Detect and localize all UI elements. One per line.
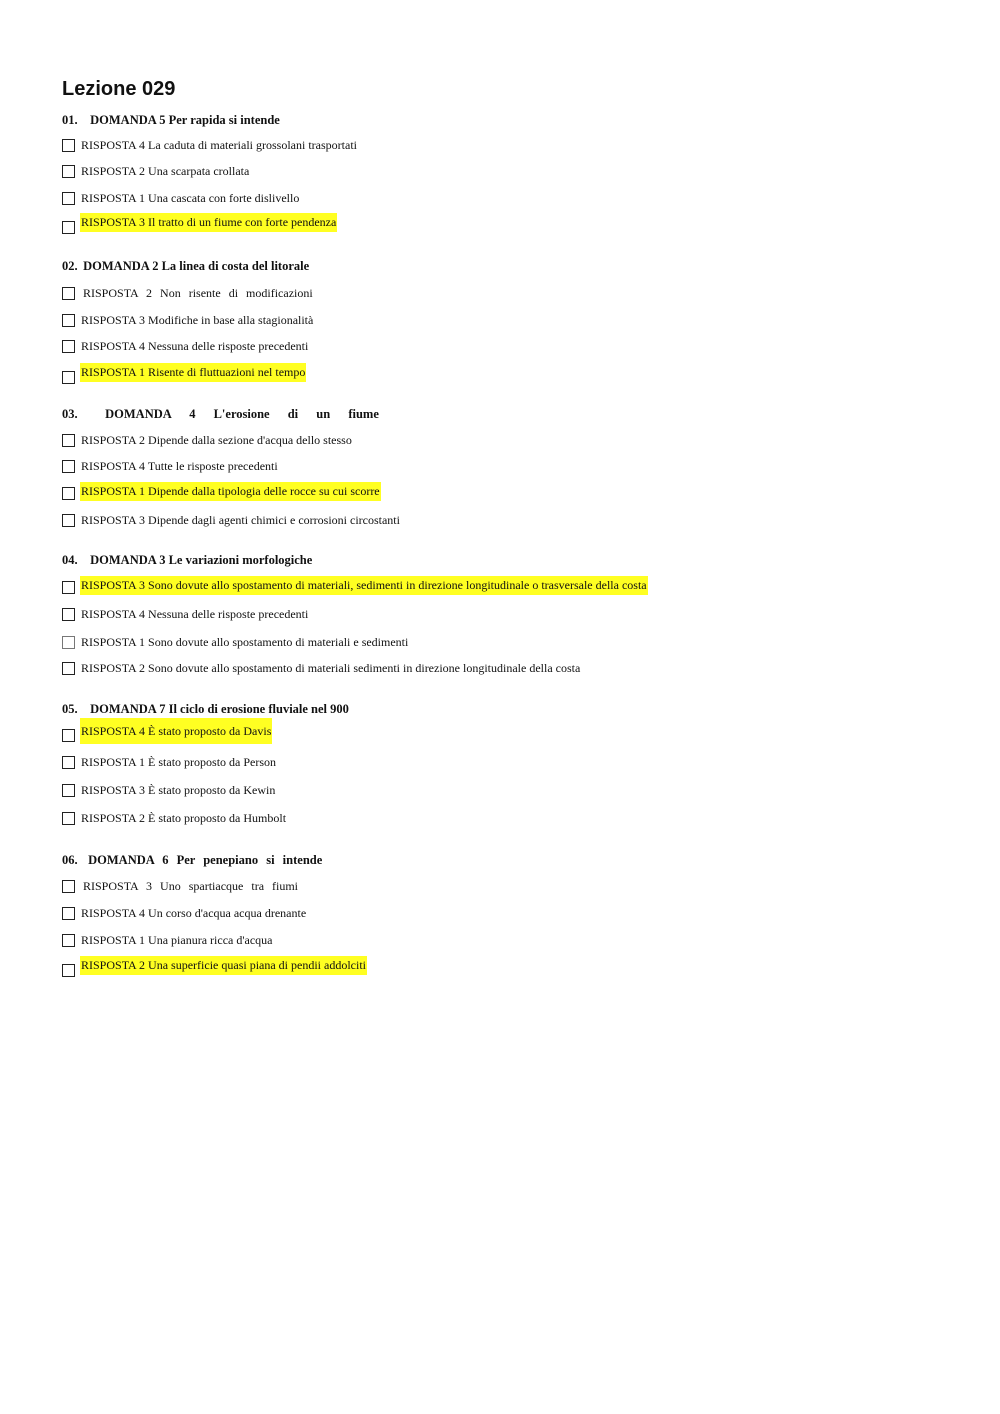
answer-label-highlighted: RISPOSTA 1 Risente di fluttuazioni nel tempo <box>80 363 306 382</box>
answer-label: RISPOSTA 1 Sono dovute allo spostamento di materiali e sedimenti <box>81 635 409 649</box>
question-text: DOMANDA 4 L'erosione di un fiume <box>105 407 379 421</box>
question-heading <box>62 258 309 274</box>
question-heading <box>62 552 312 568</box>
answer-label: RISPOSTA 3 Uno spartiacque tra fiumi <box>83 879 299 893</box>
answer-checkbox[interactable] <box>62 636 75 649</box>
answer-checkbox[interactable] <box>62 784 75 797</box>
answer-label: RISPOSTA 3 Modifiche in base alla stagionalità <box>81 313 314 327</box>
answer-label-highlighted: RISPOSTA 2 Una superficie quasi piana di pendii addolciti <box>80 956 367 975</box>
answer-label: RISPOSTA 1 Una cascata con forte dislivello <box>81 191 300 205</box>
answer-checkbox[interactable] <box>62 487 75 500</box>
answer-label: RISPOSTA 1 Una pianura ricca d'acqua <box>81 933 273 947</box>
answer-checkbox[interactable] <box>62 192 75 205</box>
answer-checkbox[interactable] <box>62 880 75 893</box>
question-text: DOMANDA 7 Il ciclo di erosione fluviale nel 900 <box>90 702 349 716</box>
answer-checkbox[interactable] <box>62 139 75 152</box>
answer-label: RISPOSTA 4 Nessuna delle risposte precedenti <box>81 339 309 353</box>
answer-checkbox[interactable] <box>62 756 75 769</box>
page-title: Lezione 029 <box>62 78 176 100</box>
answer-checkbox[interactable] <box>62 729 75 742</box>
question-number: 02. <box>62 259 78 273</box>
answer-label: RISPOSTA 1 È stato proposto da Person <box>81 755 277 769</box>
answer-checkbox[interactable] <box>62 934 75 947</box>
answer-label: RISPOSTA 2 È stato proposto da Humbolt <box>81 811 287 825</box>
answer-checkbox[interactable] <box>62 907 75 920</box>
answer-checkbox[interactable] <box>62 371 75 384</box>
answer-label: RISPOSTA 3 È stato proposto da Kewin <box>81 783 276 797</box>
question-heading <box>62 701 349 717</box>
answer-checkbox[interactable] <box>62 662 75 675</box>
answer-checkbox[interactable] <box>62 514 75 527</box>
answer-label-highlighted: RISPOSTA 3 Sono dovute allo spostamento di materiali, sedimenti in direzione longitudinale o trasversale della costa <box>80 576 648 595</box>
question-text: DOMANDA 2 La linea di costa del litorale <box>83 259 310 273</box>
question-number: 06. <box>62 853 78 867</box>
question-number: 01. <box>62 113 78 127</box>
answer-checkbox[interactable] <box>62 340 75 353</box>
question-heading <box>62 112 280 128</box>
answer-label: RISPOSTA 2 Dipende dalla sezione d'acqua dello stesso <box>81 433 352 447</box>
answer-label-highlighted: RISPOSTA 1 Dipende dalla tipologia delle rocce su cui scorre <box>80 482 381 501</box>
question-heading <box>62 406 379 422</box>
question-number: 04. <box>62 553 78 567</box>
answer-checkbox[interactable] <box>62 434 75 447</box>
answer-label-highlighted: RISPOSTA 4 È stato proposto da Davis <box>80 718 272 744</box>
answer-checkbox[interactable] <box>62 314 75 327</box>
question-text: DOMANDA 3 Le variazioni morfologiche <box>90 553 313 567</box>
answer-label-highlighted: RISPOSTA 3 Il tratto di un fiume con forte pendenza <box>80 213 337 232</box>
answer-checkbox[interactable] <box>62 581 75 594</box>
answer-checkbox[interactable] <box>62 287 75 300</box>
question-heading <box>62 852 322 868</box>
question-text: DOMANDA 6 Per penepiano si intende <box>88 853 323 867</box>
answer-checkbox[interactable] <box>62 460 75 473</box>
question-text: DOMANDA 5 Per rapida si intende <box>90 113 280 127</box>
answer-label: RISPOSTA 3 Dipende dagli agenti chimici e corrosioni circostanti <box>81 513 400 527</box>
answer-label: RISPOSTA 2 Non risente di modificazioni <box>83 286 313 300</box>
answer-label: RISPOSTA 4 Nessuna delle risposte precedenti <box>81 607 309 621</box>
answer-checkbox[interactable] <box>62 964 75 977</box>
answer-label: RISPOSTA 4 La caduta di materiali grossolani trasportati <box>81 138 357 152</box>
answer-label: RISPOSTA 2 Una scarpata crollata <box>81 164 250 178</box>
answer-label: RISPOSTA 4 Tutte le risposte precedenti <box>81 459 278 473</box>
answer-checkbox[interactable] <box>62 221 75 234</box>
answer-checkbox[interactable] <box>62 165 75 178</box>
answer-label: RISPOSTA 2 Sono dovute allo spostamento di materiali sedimenti in direzione longitudinale della costa <box>81 661 581 675</box>
answer-checkbox[interactable] <box>62 812 75 825</box>
answer-label: RISPOSTA 4 Un corso d'acqua acqua drenante <box>81 906 307 920</box>
answer-checkbox[interactable] <box>62 608 75 621</box>
question-number: 03. <box>62 407 78 421</box>
question-number: 05. <box>62 702 78 716</box>
